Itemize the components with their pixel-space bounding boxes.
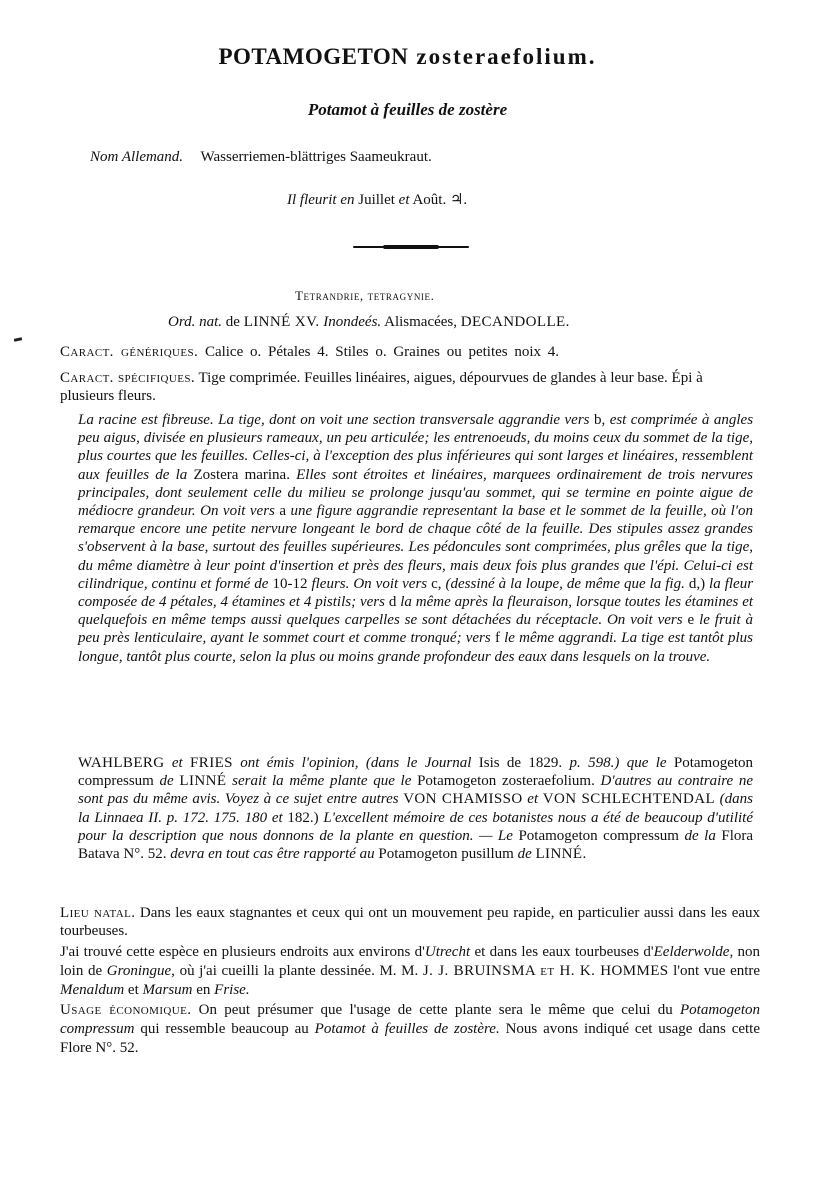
habitat-paragraph bbox=[60, 904, 760, 940]
economic-use-label: Usage économique. bbox=[60, 1002, 192, 1018]
loc-text-5: l'ont vue entre bbox=[673, 963, 761, 979]
specific-characters-text: Tige comprimée. Feuilles linéaires, aigues, dépourvues de glandes à leur base. Épi à plusieurs fleurs. bbox=[60, 370, 703, 404]
locality-paragraph bbox=[60, 943, 760, 1000]
author-fries: FRIES bbox=[190, 755, 233, 771]
fig-ref-d-2: d bbox=[388, 594, 397, 611]
ord-alismacees: Alismacées, bbox=[384, 314, 458, 330]
german-name-line bbox=[90, 149, 432, 166]
collector-names: J. J. BRUINSMA et H. K. HOMMES bbox=[422, 963, 669, 979]
flowering-prefix: Il fleurit en bbox=[287, 192, 355, 208]
syn-text-13: de bbox=[517, 846, 532, 863]
syn-text-5: serait la même plante que le bbox=[232, 773, 412, 790]
syn-text-1: ont émis l'opinion, (dans le Journal bbox=[240, 755, 472, 771]
fig-ref-a: a bbox=[279, 503, 287, 520]
loc-text-3: non loin de bbox=[60, 944, 761, 979]
species-zosteraefolium: Potamogeton zosteraefolium. bbox=[417, 773, 595, 790]
fig-ref-e: e bbox=[687, 612, 695, 629]
use-species-compressum: Potamogeton compressum bbox=[60, 1002, 760, 1037]
syn-page: p. 598.) bbox=[569, 755, 620, 771]
desc-text-4: une figure aggrandie representant la base et le sommet de la feuille, où l'on remarque encore une petite nervure longeant le bord de chaque côté de la feuille. Des stipules assez grandes s'observent à la base, surtout des feuilles supérieures. Les pédoncules sont comprimées, plus grêles que la tige, du même diamètre à leur point d'insertion et près des fleurs, mais deux fois plus grandes que l'épi. Celui-ci est cilindrique, continu et formé de bbox=[78, 503, 754, 592]
fig-ref-b: b, bbox=[593, 412, 606, 428]
loc-text-7: en bbox=[196, 982, 211, 998]
species-compressum-2: Potamogeton compressum bbox=[518, 827, 679, 844]
french-name: Potamot à feuilles de zostère bbox=[307, 100, 508, 119]
synonymy-paragraph bbox=[78, 754, 753, 863]
loc-text-4: où j'ai cueilli la plante dessinée. M. M. bbox=[179, 963, 419, 979]
flower-count: 10-12 bbox=[272, 575, 308, 592]
desc-text-1: La racine est fibreuse. La tige, dont on voit une section transversale aggrandie vers bbox=[78, 412, 590, 428]
syn-text-12: devra en tout cas être rapporté au bbox=[170, 846, 375, 863]
author-linne-2: LINNÉ. bbox=[535, 846, 587, 863]
author-schlechtendal: VON SCHLECHTENDAL bbox=[542, 791, 716, 808]
use-text-1: On peut présumer que l'usage de cette plante sera le même que celui du bbox=[198, 1002, 673, 1018]
syn-text-8: (dans la Linnaea bbox=[78, 791, 754, 826]
loc-text-1: J'ai trouvé cette espèce en plusieurs endroits aux environs d' bbox=[60, 944, 425, 960]
linnaea-ref: II. p. 172. 175. 180 bbox=[148, 809, 268, 826]
flowering-month-1: Juillet bbox=[358, 192, 395, 208]
loc-text-6: et bbox=[127, 982, 139, 998]
syn-et: et bbox=[171, 755, 183, 771]
author-linne: LINNÉ bbox=[179, 773, 227, 790]
journal-isis: Isis de 1829. bbox=[478, 755, 563, 771]
natural-order-line bbox=[168, 314, 570, 331]
ord-linne: LINNÉ XV. bbox=[243, 314, 320, 330]
author-chamisso: VON CHAMISSO bbox=[403, 791, 523, 808]
ord-de: de bbox=[225, 314, 240, 330]
desc-text-5: fleurs. On voit vers bbox=[311, 575, 428, 592]
economic-use-paragraph bbox=[60, 1001, 760, 1058]
german-name-label: Nom Allemand. bbox=[90, 149, 184, 165]
place-eelderwolde: Eelderwolde, bbox=[653, 944, 734, 960]
desc-text-3: Elles sont étroites et linéaires, marquees ordinairement de trois nervures principales, dont seulement celle du milieu se prolonge jusqu'au sommet, qui se termine en pointe aigue de médiocre grandeur. On voit vers bbox=[78, 466, 753, 520]
flowering-month-2: Août. bbox=[412, 192, 447, 208]
perennial-symbol-icon: ♃. bbox=[449, 192, 468, 208]
desc-text-9: le fruit à peu près lenticulaire, ayant le sommet court et comme tronqué; vers bbox=[78, 612, 754, 647]
syn-text-10: L'excellent mémoire de ces botanistes nous a été de beaucoup d'utilité pour la description que nous donnons de la plante en question. — Le bbox=[78, 809, 753, 844]
species-compressum: Potamogeton compressum bbox=[78, 755, 754, 790]
use-text-3: Nous avons indiqué cet usage dans cette Flore N°. 52. bbox=[60, 1021, 761, 1056]
use-text-2: qui ressemble beaucoup au bbox=[140, 1021, 309, 1037]
syn-text-4: de bbox=[159, 773, 174, 790]
loc-text-2: et dans les eaux tourbeuses d' bbox=[474, 944, 654, 960]
use-species-zostere: Potamot à feuilles de zostère. bbox=[314, 1021, 500, 1037]
specific-characters bbox=[60, 369, 760, 405]
ord-inondees: Inondeés. bbox=[323, 314, 382, 330]
generic-characters-label: Caract. génériques. bbox=[60, 344, 199, 360]
flowering-line bbox=[287, 190, 467, 209]
species-pusillum: Potamogeton pusillum bbox=[378, 846, 514, 863]
syn-text-9: et bbox=[271, 809, 283, 826]
fig-ref-c: c, bbox=[431, 575, 442, 592]
zostera-name: Zostera marina. bbox=[193, 466, 290, 483]
title-species: zosteraefolium. bbox=[416, 44, 597, 69]
desc-text-7: la fleur composée de 4 pétales, 4 étamines et 4 pistils; vers bbox=[78, 575, 754, 611]
desc-text-8: la même après la fleuraison, lorsque toutes les étamines et quelquefois en même temps aussi quelques carpelles se sont détachées du réceptacle. On voit vers bbox=[78, 594, 754, 629]
syn-text-11: de la bbox=[684, 827, 716, 844]
habitat-label: Lieu natal. bbox=[60, 905, 136, 921]
habitat-text: Dans les eaux stagnantes et ceux qui ont un mouvement peu rapide, en particulier aussi dans les eaux tourbeuses. bbox=[60, 905, 761, 939]
generic-characters-text: Calice o. Pétales 4. Stiles o. Graines ou petites noix 4. bbox=[204, 344, 560, 360]
ornamental-divider bbox=[353, 246, 469, 248]
syn-text-7: et bbox=[527, 791, 539, 808]
generic-characters bbox=[60, 344, 559, 361]
syn-text-3: que le bbox=[626, 755, 667, 771]
place-groningue: Groningue, bbox=[106, 963, 175, 979]
syn-text-6: D'autres au contraire ne sont pas du même avis. Voyez à ce sujet entre autres bbox=[78, 773, 754, 808]
place-marsum: Marsum bbox=[142, 982, 193, 998]
german-name-value: Wasserriemen-blättriges Saameukraut. bbox=[200, 149, 432, 165]
desc-text-6: (dessiné à la loupe, de même que la fig. bbox=[445, 575, 685, 592]
margin-mark bbox=[14, 337, 22, 342]
description-paragraph bbox=[78, 411, 753, 666]
title-genus: POTAMOGETON bbox=[218, 44, 409, 69]
author-wahlberg: WAHLBERG bbox=[78, 755, 165, 771]
specific-characters-label: Caract. spécifiques. bbox=[60, 370, 195, 386]
fig-ref-d: d,) bbox=[688, 575, 706, 592]
place-menaldum: Menaldum bbox=[60, 982, 125, 998]
linnaea-page: 182.) bbox=[287, 809, 319, 826]
desc-text-2: est comprimée à angles peu aigus, divisée en plusieurs rameaux, un peu articulée; les entrenoeuds, du moins ceux du sommet de la tige, plus courtes que les feuilles. Celles-ci, à l'exception des plus inférieures qui sont larges et linéaires, ressemblent aux feuilles de la bbox=[78, 412, 754, 483]
linnaean-class: Tetrandrie, tetragynie. bbox=[295, 288, 435, 303]
desc-text-10: le même aggrandi. La tige est tantôt plus longue, tantôt plus courte, selon la plus ou moins grande profondeur des eaux dans lesquels on la trouve. bbox=[78, 630, 753, 665]
fig-ref-f: f bbox=[494, 630, 500, 647]
flora-batava-ref: Flora Batava N°. 52. bbox=[78, 827, 754, 863]
page-title bbox=[0, 44, 815, 70]
flowering-and: et bbox=[398, 192, 410, 208]
place-utrecht: Utrecht bbox=[424, 944, 471, 960]
ord-label: Ord. nat. bbox=[168, 314, 223, 330]
place-frise: Frise. bbox=[214, 982, 250, 998]
ord-decandolle: DECANDOLLE. bbox=[460, 314, 570, 330]
